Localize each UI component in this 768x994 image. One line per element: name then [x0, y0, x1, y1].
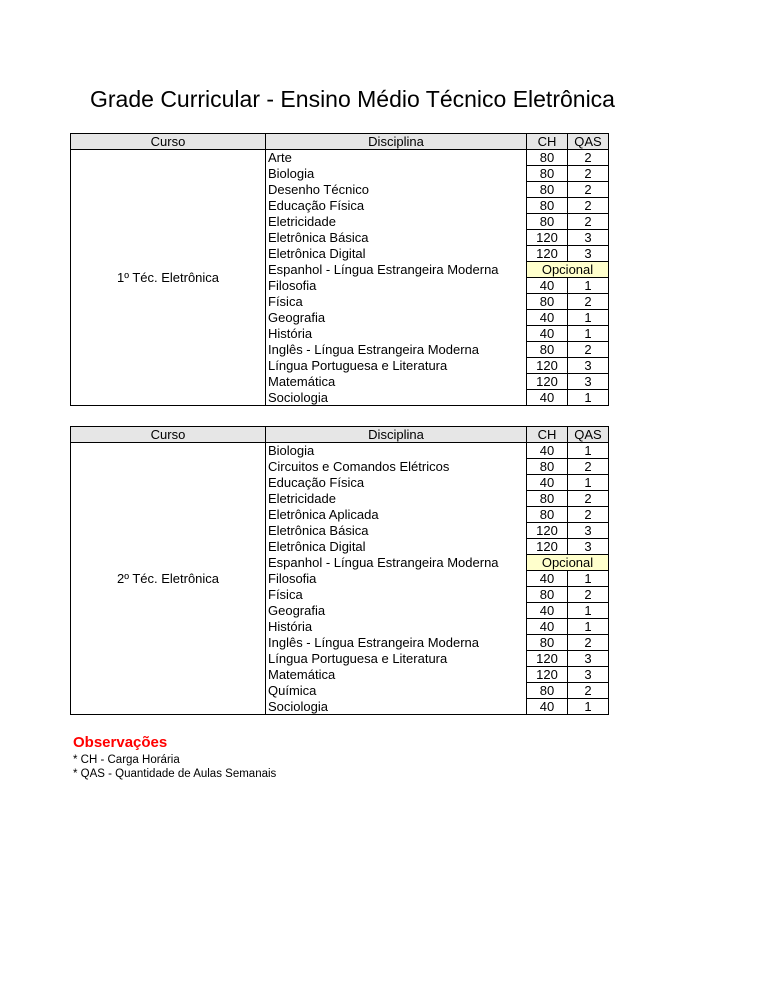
header-curso: Curso — [71, 134, 266, 150]
disciplina-cell: Química — [266, 683, 527, 699]
ch-cell: 80 — [527, 459, 568, 475]
qas-cell: 2 — [568, 198, 609, 214]
disciplina-cell: Desenho Técnico — [266, 182, 527, 198]
disciplina-cell: Filosofia — [266, 571, 527, 587]
ch-cell: 80 — [527, 635, 568, 651]
optional-cell: Opcional — [527, 555, 609, 571]
ch-cell: 80 — [527, 683, 568, 699]
ch-cell: 40 — [527, 699, 568, 715]
qas-cell: 2 — [568, 683, 609, 699]
ch-cell: 40 — [527, 326, 568, 342]
ch-cell: 80 — [527, 342, 568, 358]
observation-note: * CH - Carga Horária — [73, 754, 180, 766]
page-title: Grade Curricular - Ensino Médio Técnico Eletrônica — [90, 86, 615, 112]
ch-cell: 40 — [527, 619, 568, 635]
disciplina-cell: Sociologia — [266, 699, 527, 715]
qas-cell: 2 — [568, 459, 609, 475]
disciplina-cell: Eletrônica Aplicada — [266, 507, 527, 523]
disciplina-cell: Eletrônica Digital — [266, 539, 527, 555]
ch-cell: 40 — [527, 390, 568, 406]
ch-cell: 40 — [527, 278, 568, 294]
ch-cell: 40 — [527, 475, 568, 491]
observations-heading: Observações — [73, 734, 168, 751]
disciplina-cell: Inglês - Língua Estrangeira Moderna — [266, 635, 527, 651]
disciplina-cell: Eletrônica Básica — [266, 230, 527, 246]
header-qas: QAS — [568, 134, 609, 150]
disciplina-cell: Arte — [266, 150, 527, 166]
disciplina-cell: Biologia — [266, 166, 527, 182]
ch-cell: 120 — [527, 667, 568, 683]
table-row — [71, 150, 609, 166]
qas-cell: 1 — [568, 326, 609, 342]
qas-cell: 2 — [568, 150, 609, 166]
qas-cell: 3 — [568, 523, 609, 539]
curso-cell: 2º Téc. Eletrônica — [71, 443, 266, 715]
disciplina-cell: Eletricidade — [266, 214, 527, 230]
ch-cell: 80 — [527, 507, 568, 523]
ch-cell: 120 — [527, 358, 568, 374]
header-curso: Curso — [71, 427, 266, 443]
ch-cell: 120 — [527, 651, 568, 667]
qas-cell: 3 — [568, 651, 609, 667]
disciplina-cell: Língua Portuguesa e Literatura — [266, 651, 527, 667]
table-header-row — [71, 427, 609, 443]
qas-cell: 3 — [568, 230, 609, 246]
ch-cell: 120 — [527, 523, 568, 539]
ch-cell: 80 — [527, 587, 568, 603]
disciplina-cell: Eletrônica Digital — [266, 246, 527, 262]
ch-cell: 80 — [527, 294, 568, 310]
qas-cell: 1 — [568, 475, 609, 491]
qas-cell: 2 — [568, 491, 609, 507]
ch-cell: 80 — [527, 214, 568, 230]
disciplina-cell: Física — [266, 587, 527, 603]
qas-cell: 3 — [568, 667, 609, 683]
header-qas: QAS — [568, 427, 609, 443]
ch-cell: 120 — [527, 374, 568, 390]
curriculum-table-2 — [70, 426, 609, 715]
qas-cell: 1 — [568, 310, 609, 326]
disciplina-cell: Geografia — [266, 310, 527, 326]
qas-cell: 3 — [568, 246, 609, 262]
qas-cell: 2 — [568, 635, 609, 651]
curriculum-table-1 — [70, 133, 609, 406]
qas-cell: 2 — [568, 182, 609, 198]
ch-cell: 80 — [527, 150, 568, 166]
disciplina-cell: Espanhol - Língua Estrangeira Moderna — [266, 262, 527, 278]
ch-cell: 120 — [527, 539, 568, 555]
curso-cell: 1º Téc. Eletrônica — [71, 150, 266, 406]
ch-cell: 80 — [527, 166, 568, 182]
qas-cell: 2 — [568, 342, 609, 358]
disciplina-cell: Física — [266, 294, 527, 310]
header-disciplina: Disciplina — [266, 134, 527, 150]
ch-cell: 40 — [527, 310, 568, 326]
header-disciplina: Disciplina — [266, 427, 527, 443]
disciplina-cell: História — [266, 326, 527, 342]
ch-cell: 80 — [527, 491, 568, 507]
qas-cell: 1 — [568, 443, 609, 459]
qas-cell: 2 — [568, 214, 609, 230]
disciplina-cell: Educação Física — [266, 475, 527, 491]
ch-cell: 40 — [527, 443, 568, 459]
qas-cell: 2 — [568, 587, 609, 603]
qas-cell: 3 — [568, 374, 609, 390]
header-ch: CH — [527, 134, 568, 150]
qas-cell: 2 — [568, 507, 609, 523]
qas-cell: 1 — [568, 699, 609, 715]
observation-note: * QAS - Quantidade de Aulas Semanais — [73, 768, 277, 780]
ch-cell: 40 — [527, 571, 568, 587]
qas-cell: 1 — [568, 278, 609, 294]
header-ch: CH — [527, 427, 568, 443]
disciplina-cell: Eletricidade — [266, 491, 527, 507]
table-row — [71, 443, 609, 459]
qas-cell: 2 — [568, 166, 609, 182]
optional-cell: Opcional — [527, 262, 609, 278]
disciplina-cell: Educação Física — [266, 198, 527, 214]
disciplina-cell: Geografia — [266, 603, 527, 619]
disciplina-cell: Língua Portuguesa e Literatura — [266, 358, 527, 374]
disciplina-cell: Espanhol - Língua Estrangeira Moderna — [266, 555, 527, 571]
disciplina-cell: Eletrônica Básica — [266, 523, 527, 539]
disciplina-cell: Matemática — [266, 667, 527, 683]
disciplina-cell: Circuitos e Comandos Elétricos — [266, 459, 527, 475]
disciplina-cell: Filosofia — [266, 278, 527, 294]
qas-cell: 2 — [568, 294, 609, 310]
qas-cell: 1 — [568, 390, 609, 406]
disciplina-cell: Sociologia — [266, 390, 527, 406]
disciplina-cell: História — [266, 619, 527, 635]
disciplina-cell: Matemática — [266, 374, 527, 390]
ch-cell: 120 — [527, 230, 568, 246]
disciplina-cell: Biologia — [266, 443, 527, 459]
ch-cell: 80 — [527, 198, 568, 214]
ch-cell: 120 — [527, 246, 568, 262]
qas-cell: 1 — [568, 571, 609, 587]
qas-cell: 1 — [568, 619, 609, 635]
disciplina-cell: Inglês - Língua Estrangeira Moderna — [266, 342, 527, 358]
ch-cell: 80 — [527, 182, 568, 198]
qas-cell: 1 — [568, 603, 609, 619]
qas-cell: 3 — [568, 539, 609, 555]
table-header-row — [71, 134, 609, 150]
ch-cell: 40 — [527, 603, 568, 619]
qas-cell: 3 — [568, 358, 609, 374]
